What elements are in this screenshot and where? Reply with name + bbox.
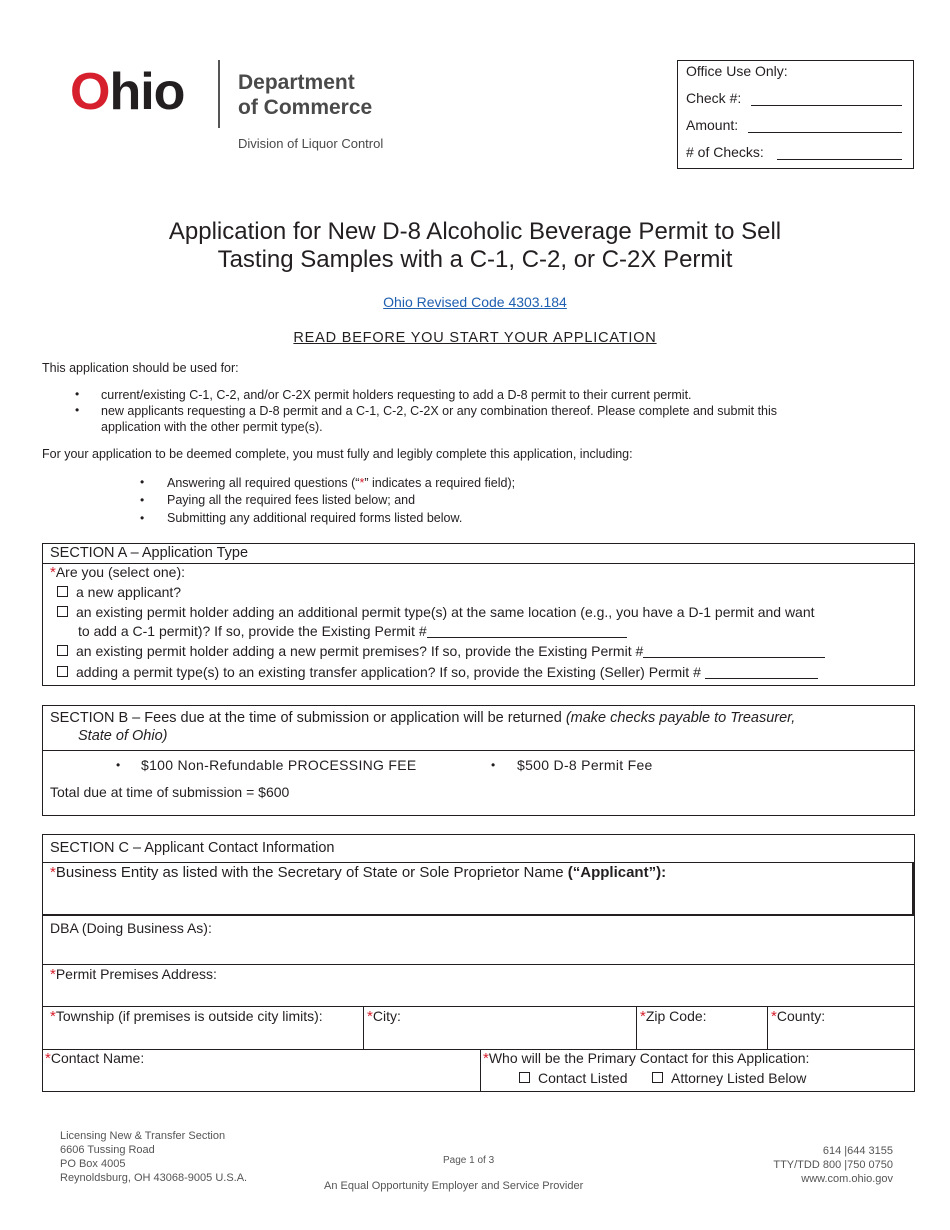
page-number: Page 1 of 3 bbox=[443, 1155, 495, 1166]
zip-text: Zip Code: bbox=[645, 1008, 707, 1024]
section-c-box bbox=[42, 834, 915, 1092]
form-title-line1: Application for New D-8 Alcoholic Beverage Permit to Sell bbox=[168, 218, 782, 245]
option-attorney bbox=[652, 1070, 806, 1086]
read-before-heading: READ BEFORE YOU START YOUR APPLICATION bbox=[293, 330, 657, 346]
dba-field[interactable] bbox=[43, 916, 914, 965]
option-label: an existing permit holder adding a new permit premises? If so, provide the Existing Permit # bbox=[76, 643, 644, 659]
section-b-note: (make checks payable to Treasurer, bbox=[565, 710, 796, 726]
township-label bbox=[50, 1008, 323, 1025]
section-b-note-cont: State of Ohio) bbox=[78, 728, 168, 744]
requirement-item-2: Paying all the required fees listed below; and bbox=[167, 493, 416, 507]
office-use-box bbox=[677, 60, 914, 169]
required-star: * bbox=[359, 476, 365, 490]
option-contact-listed bbox=[519, 1070, 628, 1086]
required-star: * bbox=[50, 1008, 56, 1025]
business-entity-field[interactable] bbox=[43, 863, 914, 916]
checkbox-new-premises[interactable] bbox=[57, 645, 68, 656]
amount-label: Amount: bbox=[686, 117, 739, 133]
applicant-tag: (“Applicant”): bbox=[567, 864, 667, 881]
question-text: Are you (select one): bbox=[55, 564, 186, 580]
section-b-heading bbox=[50, 710, 905, 726]
tty-number: TTY/TDD 800 |750 0750 bbox=[773, 1159, 893, 1171]
form-title-line2: Tasting Samples with a C-1, C-2, or C-2X Permit bbox=[217, 246, 733, 273]
footer-contact bbox=[773, 1144, 893, 1186]
revised-code-link[interactable]: Ohio Revised Code 4303.184 bbox=[383, 294, 567, 310]
existing-permit-field-1[interactable] bbox=[427, 625, 627, 638]
website[interactable]: www.com.ohio.gov bbox=[801, 1173, 893, 1185]
processing-fee: $100 Non-Refundable PROCESSING FEE bbox=[141, 757, 417, 773]
county-text: County: bbox=[776, 1008, 826, 1024]
checkbox-attorney[interactable] bbox=[652, 1072, 663, 1083]
option-label: an existing permit holder adding an additional permit type(s) at the same location (e.g., you have a D-1 permit and want bbox=[76, 604, 815, 620]
option-label: Attorney Listed Below bbox=[671, 1070, 807, 1086]
req-post: ” indicates a required field); bbox=[364, 476, 516, 490]
option-label: a new applicant? bbox=[76, 584, 182, 600]
bullet-dot: • bbox=[116, 758, 121, 772]
contact-name-label bbox=[45, 1050, 144, 1067]
section-a-box bbox=[42, 543, 915, 686]
location-row bbox=[43, 1007, 914, 1050]
city-field[interactable] bbox=[364, 1007, 637, 1049]
bullet-dot: • bbox=[75, 403, 80, 417]
required-star: * bbox=[45, 1050, 51, 1067]
intro-bullet-1: current/existing C-1, C-2, and/or C-2X permit holders requesting to add a D-8 permit to their current permit. bbox=[101, 388, 692, 402]
used-for-text: This application should be used for: bbox=[42, 361, 239, 375]
required-star: * bbox=[50, 864, 56, 881]
premises-label bbox=[50, 966, 217, 983]
bullet-dot: • bbox=[75, 387, 80, 401]
ohio-logo bbox=[70, 63, 185, 121]
section-b-box bbox=[42, 705, 915, 816]
zip-label bbox=[640, 1008, 707, 1025]
checkbox-new-applicant[interactable] bbox=[57, 586, 68, 597]
total-due: Total due at time of submission = $600 bbox=[50, 784, 290, 800]
division-name: Division of Liquor Control bbox=[238, 136, 384, 151]
premises-address-field[interactable] bbox=[43, 965, 914, 1007]
section-a-header bbox=[43, 544, 914, 564]
permit-fee: $500 D-8 Permit Fee bbox=[517, 757, 653, 773]
required-star: * bbox=[367, 1008, 373, 1025]
bullet-dot: • bbox=[140, 511, 145, 525]
option-transfer bbox=[57, 664, 818, 680]
check-number-field[interactable] bbox=[751, 105, 902, 106]
logo-word: hio bbox=[109, 63, 185, 121]
premises-text: Permit Premises Address: bbox=[55, 966, 217, 982]
option-label: to add a C-1 permit)? If so, provide the Existing Permit # bbox=[78, 623, 427, 639]
primary-contact-field bbox=[481, 1050, 914, 1091]
city-text: City: bbox=[372, 1008, 401, 1024]
req-pre: Answering all required questions (“ bbox=[167, 476, 360, 490]
equal-opportunity: An Equal Opportunity Employer and Service Provider bbox=[324, 1180, 584, 1192]
bullet-dot: • bbox=[140, 475, 145, 489]
county-label bbox=[771, 1008, 825, 1025]
intro-bullet-2-cont: application with the other permit type(s). bbox=[101, 420, 323, 434]
required-star: * bbox=[640, 1008, 646, 1025]
checkbox-contact-listed[interactable] bbox=[519, 1072, 530, 1083]
business-entity-label bbox=[50, 864, 666, 881]
logo-letter-o: O bbox=[70, 63, 110, 121]
county-field[interactable] bbox=[768, 1007, 914, 1049]
option-label: Contact Listed bbox=[538, 1070, 628, 1086]
section-b-heading-text: SECTION B – Fees due at the time of submission or application will be returned bbox=[50, 710, 562, 726]
address-line-4: Reynoldsburg, OH 43068-9005 U.S.A. bbox=[60, 1172, 248, 1184]
num-checks-label: # of Checks: bbox=[686, 144, 764, 160]
zip-field[interactable] bbox=[637, 1007, 768, 1049]
required-star: * bbox=[483, 1050, 489, 1067]
required-star: * bbox=[50, 966, 56, 983]
option-additional-type bbox=[57, 604, 815, 620]
existing-permit-field-2[interactable] bbox=[643, 645, 825, 658]
dept-name-line1: Department bbox=[238, 71, 355, 94]
primary-contact-label bbox=[483, 1050, 809, 1067]
township-field[interactable] bbox=[43, 1007, 364, 1049]
section-c-heading: SECTION C – Applicant Contact Information bbox=[50, 840, 335, 856]
phone-number: 614 |644 3155 bbox=[822, 1145, 893, 1157]
section-a-question bbox=[50, 564, 185, 581]
intro-bullet-2: new applicants requesting a D-8 permit and a C-1, C-2, C-2X or any combination thereof. Please complete and submit this bbox=[101, 404, 778, 418]
city-label bbox=[367, 1008, 401, 1025]
section-c-header bbox=[43, 835, 914, 863]
required-star: * bbox=[50, 564, 56, 581]
contact-row bbox=[43, 1050, 914, 1091]
bullet-dot: • bbox=[140, 493, 145, 507]
contact-name-field[interactable] bbox=[43, 1050, 481, 1091]
section-b-header bbox=[43, 706, 914, 751]
address-line-2: 6606 Tussing Road bbox=[60, 1144, 155, 1156]
option-additional-type-cont bbox=[78, 623, 627, 639]
business-entity-text: Business Entity as listed with the Secretary of State or Sole Proprietor Name bbox=[55, 864, 564, 881]
checkbox-additional-type[interactable] bbox=[57, 606, 68, 617]
contact-name-text: Contact Name: bbox=[50, 1050, 145, 1066]
check-label: Check #: bbox=[686, 90, 742, 106]
section-b-heading-cont bbox=[78, 728, 167, 744]
primary-contact-text: Who will be the Primary Contact for this Application: bbox=[488, 1050, 810, 1066]
section-a-heading: SECTION A – Application Type bbox=[50, 545, 249, 561]
option-label: adding a permit type(s) to an existing transfer application? If so, provide the Existing (Seller) Permit # bbox=[76, 664, 701, 680]
requirement-item-3: Submitting any additional required forms listed below. bbox=[167, 511, 463, 525]
checkbox-transfer[interactable] bbox=[57, 666, 68, 677]
complete-text: For your application to be deemed complete, you must fully and legibly complete this application, including: bbox=[42, 447, 633, 461]
seller-permit-field[interactable] bbox=[705, 666, 818, 679]
dept-name-line2: of Commerce bbox=[238, 96, 373, 119]
bullet-dot: • bbox=[491, 758, 496, 772]
address-line-1: Licensing New & Transfer Section bbox=[60, 1130, 226, 1142]
num-checks-field[interactable] bbox=[777, 159, 902, 160]
logo-divider bbox=[218, 60, 220, 128]
amount-field[interactable] bbox=[748, 132, 902, 133]
requirement-item-1 bbox=[167, 476, 515, 492]
footer-address bbox=[60, 1129, 247, 1185]
address-line-3: PO Box 4005 bbox=[60, 1158, 126, 1170]
required-star: * bbox=[771, 1008, 777, 1025]
dba-label: DBA (Doing Business As): bbox=[50, 920, 212, 936]
office-use-title: Office Use Only: bbox=[686, 63, 788, 79]
option-new-premises bbox=[57, 643, 825, 659]
option-new-applicant bbox=[57, 584, 181, 600]
township-text: Township (if premises is outside city limits): bbox=[55, 1008, 323, 1024]
